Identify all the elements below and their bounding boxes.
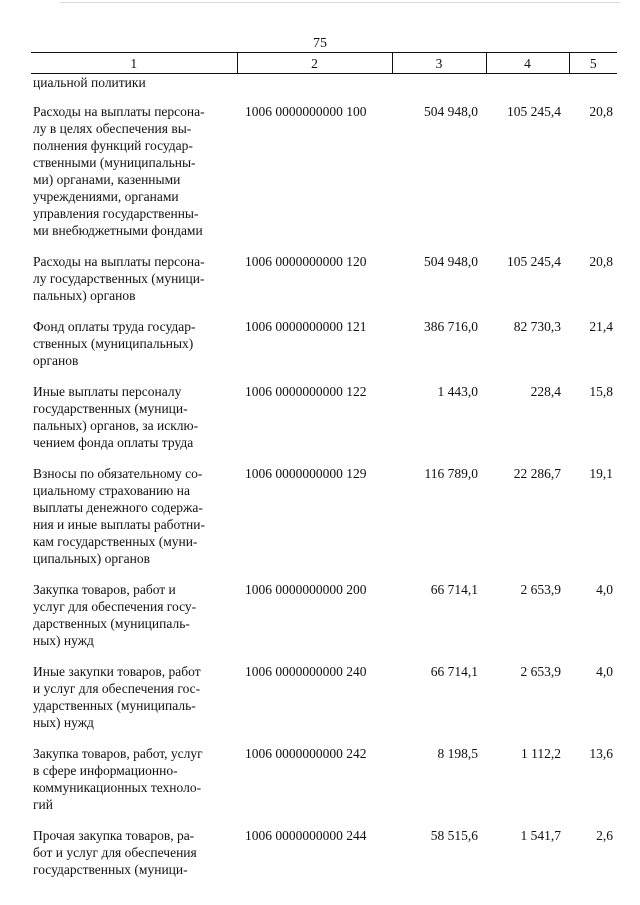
- row-name-line: циальному страхованию на: [33, 483, 190, 498]
- row-value-3: 504 948,0: [424, 254, 478, 269]
- page-number: 75: [313, 36, 327, 51]
- table-row: [31, 465, 617, 581]
- table-row: [31, 318, 617, 383]
- row-code: 1006 0000000000 240: [245, 664, 367, 679]
- row-name-line: Фонд оплаты труда государ-: [33, 319, 196, 334]
- row-value-4: 105 245,4: [507, 104, 561, 119]
- row-code: 1006 0000000000 200: [245, 582, 367, 597]
- table-row: [31, 103, 617, 253]
- row-name-line: ми) органами, казенными: [33, 172, 181, 187]
- row-name-line: Расходы на выплаты персона-: [33, 104, 205, 119]
- row-name-line: и услуг для обеспечения гос-: [33, 681, 201, 696]
- row-name-line: Прочая закупка товаров, ра-: [33, 828, 195, 843]
- row-name-line: пальных) органов, за исклю-: [33, 418, 199, 433]
- row-name-line: ципальных) органов: [33, 551, 150, 566]
- row-name: [31, 465, 237, 581]
- row-name-line: Расходы на выплаты персона-: [33, 254, 205, 269]
- row-value-3: 116 789,0: [424, 466, 478, 481]
- row-name-line: полнения функций государ-: [33, 138, 193, 153]
- row-value-5: 15,8: [589, 384, 613, 399]
- row-value-4: 2 653,9: [520, 664, 561, 679]
- row-value-5: 4,0: [596, 664, 613, 679]
- table-header-row: [31, 53, 617, 74]
- row-name: [31, 663, 237, 745]
- row-name-line: лу государственных (муници-: [33, 271, 205, 286]
- row-name-line: государственных (муници-: [33, 862, 188, 877]
- row-name-line: гий: [33, 797, 53, 812]
- row-name-line: лу в целях обеспечения вы-: [33, 121, 192, 136]
- row-name-line: в сфере информационно-: [33, 763, 178, 778]
- row-name-line: чением фонда оплаты труда: [33, 435, 194, 450]
- row-code: 1006 0000000000 120: [245, 254, 367, 269]
- row-name-line: кам государственных (муни-: [33, 534, 198, 549]
- row-value-5: 4,0: [596, 582, 613, 597]
- row-value-3: 66 714,1: [430, 664, 478, 679]
- column-header-3: 3: [392, 53, 486, 74]
- row-name-line: ми внебюджетными фондами: [33, 223, 203, 238]
- row-value-5: 20,8: [589, 254, 613, 269]
- row-code: 1006 0000000000 129: [245, 466, 367, 481]
- row-name: [31, 581, 237, 663]
- row-name-line: Взносы по обязательному со-: [33, 466, 203, 481]
- row-name-line: услуг для обеспечения госу-: [33, 599, 197, 614]
- row-name-line: ных) нужд: [33, 633, 94, 648]
- row-code: 1006 0000000000 122: [245, 384, 367, 399]
- row-value-4: 22 286,7: [513, 466, 561, 481]
- row-name: [31, 383, 237, 465]
- top-scan-rule: [60, 2, 620, 3]
- row-name-line: дарственных (муниципаль-: [33, 616, 190, 631]
- row-value-3: 58 515,6: [430, 828, 478, 843]
- column-header-4: 4: [486, 53, 569, 74]
- row-value-4: 1 112,2: [521, 746, 561, 761]
- row-name-line: управления государственны-: [33, 206, 199, 221]
- continuation-text: циальной политики: [33, 75, 146, 90]
- row-value-4: 2 653,9: [520, 582, 561, 597]
- row-value-5: 20,8: [589, 104, 613, 119]
- row-name-line: ния и иные выплаты работни-: [33, 517, 205, 532]
- table-row: [31, 581, 617, 663]
- table-row: [31, 663, 617, 745]
- row-code: 1006 0000000000 244: [245, 828, 367, 843]
- row-value-3: 1 443,0: [437, 384, 478, 399]
- row-value-5: 21,4: [589, 319, 613, 334]
- row-code: 1006 0000000000 100: [245, 104, 367, 119]
- row-value-3: 66 714,1: [430, 582, 478, 597]
- row-name-line: государственных (муници-: [33, 401, 188, 416]
- row-name-line: коммуникационных техноло-: [33, 780, 202, 795]
- row-name-line: ственных (муниципальных): [33, 336, 194, 351]
- row-value-5: 13,6: [589, 746, 613, 761]
- row-name-line: органов: [33, 353, 79, 368]
- row-name-line: Иные выплаты персоналу: [33, 384, 182, 399]
- row-name-line: бот и услуг для обеспечения: [33, 845, 197, 860]
- column-header-2: 2: [237, 53, 392, 74]
- row-name-line: ственными (муниципальны-: [33, 155, 196, 170]
- row-value-4: 228,4: [530, 384, 561, 399]
- table-row: [31, 745, 617, 827]
- column-header-1: 1: [31, 53, 237, 74]
- table-row: [31, 383, 617, 465]
- row-code: 1006 0000000000 242: [245, 746, 367, 761]
- row-name: [31, 827, 237, 892]
- row-name: [31, 103, 237, 253]
- row-name-line: ударственных (муниципаль-: [33, 698, 196, 713]
- row-name-line: Закупка товаров, работ, услуг: [33, 746, 203, 761]
- row-name-line: Закупка товаров, работ и: [33, 582, 176, 597]
- row-value-4: 1 541,7: [520, 828, 561, 843]
- column-header-5: 5: [569, 53, 617, 74]
- row-name: [31, 318, 237, 383]
- table-row: [31, 827, 617, 892]
- row-name-line: Иные закупки товаров, работ: [33, 664, 201, 679]
- row-name-line: учреждениями, органами: [33, 189, 179, 204]
- continuation-row: [31, 74, 617, 104]
- row-name-line: выплаты денежного содержа-: [33, 500, 203, 515]
- row-value-3: 504 948,0: [424, 104, 478, 119]
- row-value-5: 19,1: [589, 466, 613, 481]
- row-value-4: 82 730,3: [513, 319, 561, 334]
- row-value-3: 8 198,5: [437, 746, 478, 761]
- row-value-3: 386 716,0: [424, 319, 478, 334]
- budget-table: [31, 52, 617, 892]
- row-value-5: 2,6: [596, 828, 613, 843]
- row-name: [31, 745, 237, 827]
- row-name-line: пальных) органов: [33, 288, 136, 303]
- row-code: 1006 0000000000 121: [245, 319, 367, 334]
- row-name: [31, 253, 237, 318]
- row-name-line: ных) нужд: [33, 715, 94, 730]
- table-row: [31, 253, 617, 318]
- row-value-4: 105 245,4: [507, 254, 561, 269]
